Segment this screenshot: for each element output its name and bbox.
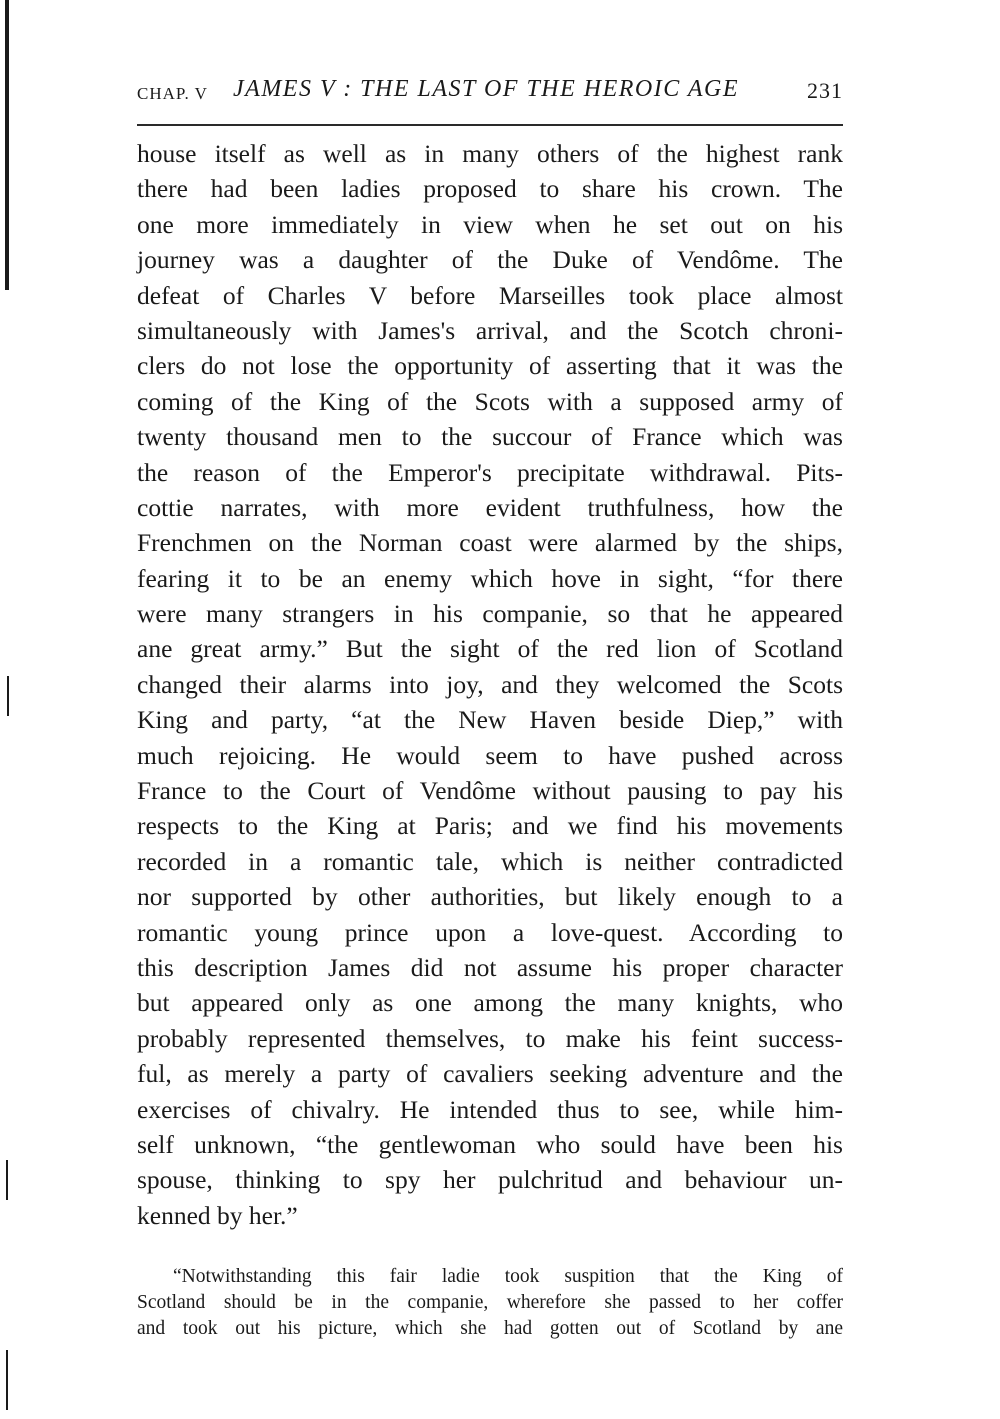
footnote <box>137 1264 843 1342</box>
text-line: fearing it to be an enemy which hove in sight, “for there <box>137 563 843 593</box>
binding-speck <box>6 1350 8 1410</box>
text-line: defeat of Charles V before Marseilles took place almost <box>137 280 843 310</box>
running-header <box>137 74 843 114</box>
body-text <box>137 136 843 1233</box>
text-line: King and party, “at the New Haven beside Diep,” with <box>137 705 843 735</box>
text-line: coming of the King of the Scots with a supposed army of <box>137 386 843 416</box>
text-line: house itself as well as in many others of the highest rank <box>137 139 843 168</box>
text-line: journey was a daughter of the Duke of Vendôme. The <box>137 245 843 275</box>
footnote-line: and took out his picture, which she had gotten out of Scotland by ane <box>137 1318 843 1339</box>
text-line: exercises of chivalry. He intended thus to see, while him- <box>137 1094 843 1124</box>
text-line: recorded in a romantic tale, which is neither contradicted <box>137 846 843 876</box>
text-line: twenty thousand men to the succour of France which was <box>137 422 843 452</box>
text-line: France to the Court of Vendôme without pausing to pay his <box>137 776 843 806</box>
text-line: respects to the King at Paris; and we find his movements <box>137 811 843 841</box>
text-line: spouse, thinking to spy her pulchritud and behaviour un- <box>137 1165 843 1195</box>
text-line: the reason of the Emperor's precipitate withdrawal. Pits- <box>137 457 843 487</box>
text-line: changed their alarms into joy, and they welcomed the Scots <box>137 669 843 699</box>
header-rule <box>137 124 843 126</box>
running-title: JAMES V : THE LAST OF THE HEROIC AGE <box>233 76 739 102</box>
text-line: Frenchmen on the Norman coast were alarmed by the ships, <box>137 528 843 558</box>
text-line: but appeared only as one among the many knights, who <box>137 988 843 1018</box>
binding-speck <box>7 676 9 716</box>
text-line: self unknown, “the gentlewoman who sould have been his <box>137 1129 843 1159</box>
text-line: kenned by her.” <box>137 1200 298 1230</box>
text-line: ane great army.” But the sight of the red lion of Scotland <box>137 634 843 664</box>
text-line: clers do not lose the opportunity of asserting that it was the <box>137 351 843 381</box>
text-line: simultaneously with James's arrival, and the Scotch chroni- <box>137 315 843 345</box>
text-line: much rejoicing. He would seem to have pushed across <box>137 740 843 770</box>
footnote-line: Scotland should be in the companie, wherefore she passed to her coffer <box>137 1292 843 1313</box>
binding-shadow <box>5 0 9 290</box>
text-line: there had been ladies proposed to share his crown. The <box>137 174 843 204</box>
page-number: 231 <box>807 78 843 103</box>
text-line: ful, as merely a party of cavaliers seeking adventure and the <box>137 1059 843 1089</box>
text-line: nor supported by other authorities, but likely enough to a <box>137 882 843 912</box>
text-line: cottie narrates, with more evident truthfulness, how the <box>137 492 843 522</box>
footnote-line: “Notwithstanding this fair ladie took suspition that the King of <box>173 1266 843 1287</box>
text-line: were many strangers in his companie, so that he appeared <box>137 599 843 629</box>
text-line: one more immediately in view when he set out on his <box>137 209 843 239</box>
chapter-label: CHAP. V <box>137 84 208 103</box>
text-line: this description James did not assume his proper character <box>137 952 843 982</box>
text-line: romantic young prince upon a love-quest. According to <box>137 917 843 947</box>
text-line: probably represented themselves, to make his feint success- <box>137 1023 843 1053</box>
binding-speck <box>6 1160 8 1200</box>
